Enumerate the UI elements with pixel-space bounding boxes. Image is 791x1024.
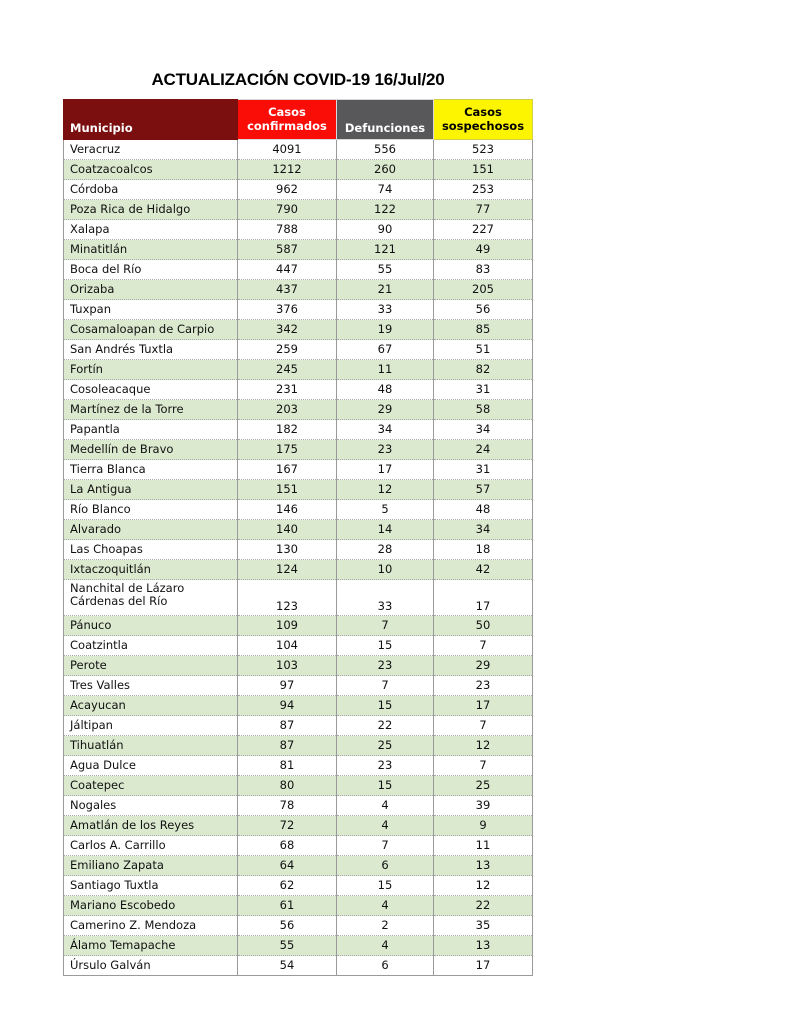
cell-casos-confirmados: 962 — [238, 180, 337, 200]
cell-casos-sospechosos: 205 — [434, 280, 533, 300]
table-row — [64, 736, 533, 756]
table-row — [64, 616, 533, 636]
cell-casos-sospechosos: 85 — [434, 320, 533, 340]
covid-statistics-table — [63, 99, 533, 976]
cell-casos-sospechosos: 25 — [434, 776, 533, 796]
table-row — [64, 380, 533, 400]
cell-casos-confirmados: 587 — [238, 240, 337, 260]
cell-casos-confirmados: 1212 — [238, 160, 337, 180]
cell-defunciones: 55 — [337, 260, 434, 280]
cell-casos-confirmados: 259 — [238, 340, 337, 360]
cell-municipio: Pánuco — [64, 616, 238, 636]
cell-casos-sospechosos: 12 — [434, 876, 533, 896]
cell-municipio: Agua Dulce — [64, 756, 238, 776]
cell-casos-sospechosos: 34 — [434, 520, 533, 540]
cell-casos-confirmados: 123 — [238, 580, 337, 616]
cell-casos-sospechosos: 523 — [434, 140, 533, 160]
cell-municipio: Tuxpan — [64, 300, 238, 320]
cell-defunciones: 15 — [337, 696, 434, 716]
cell-municipio: Las Choapas — [64, 540, 238, 560]
cell-casos-confirmados: 182 — [238, 420, 337, 440]
table-row — [64, 180, 533, 200]
cell-casos-confirmados: 97 — [238, 676, 337, 696]
cell-casos-sospechosos: 42 — [434, 560, 533, 580]
cell-casos-confirmados: 790 — [238, 200, 337, 220]
cell-defunciones: 4 — [337, 816, 434, 836]
cell-defunciones: 556 — [337, 140, 434, 160]
cell-casos-sospechosos: 7 — [434, 716, 533, 736]
table-row — [64, 696, 533, 716]
table-row — [64, 656, 533, 676]
cell-defunciones: 15 — [337, 776, 434, 796]
cell-municipio: Río Blanco — [64, 500, 238, 520]
cell-defunciones: 122 — [337, 200, 434, 220]
column-header-casos-sospechosos — [434, 100, 533, 140]
cell-casos-confirmados: 104 — [238, 636, 337, 656]
cell-casos-confirmados: 80 — [238, 776, 337, 796]
cell-municipio: Coatepec — [64, 776, 238, 796]
cell-casos-confirmados: 245 — [238, 360, 337, 380]
cell-defunciones: 23 — [337, 756, 434, 776]
cell-casos-sospechosos: 11 — [434, 836, 533, 856]
cell-casos-sospechosos: 77 — [434, 200, 533, 220]
cell-casos-confirmados: 56 — [238, 916, 337, 936]
covid-table-container — [63, 99, 532, 976]
table-header-row — [64, 100, 533, 140]
cell-casos-confirmados: 109 — [238, 616, 337, 636]
cell-casos-confirmados: 167 — [238, 460, 337, 480]
cell-defunciones: 15 — [337, 636, 434, 656]
cell-defunciones: 23 — [337, 440, 434, 460]
cell-casos-confirmados: 64 — [238, 856, 337, 876]
cell-defunciones: 17 — [337, 460, 434, 480]
cell-casos-confirmados: 788 — [238, 220, 337, 240]
cell-defunciones: 67 — [337, 340, 434, 360]
cell-defunciones: 12 — [337, 480, 434, 500]
cell-casos-sospechosos: 49 — [434, 240, 533, 260]
cell-defunciones: 25 — [337, 736, 434, 756]
table-row — [64, 816, 533, 836]
table-row — [64, 916, 533, 936]
cell-defunciones: 21 — [337, 280, 434, 300]
cell-municipio: Minatitlán — [64, 240, 238, 260]
cell-municipio: Amatlán de los Reyes — [64, 816, 238, 836]
table-row — [64, 240, 533, 260]
cell-municipio: Alvarado — [64, 520, 238, 540]
cell-defunciones: 4 — [337, 896, 434, 916]
cell-casos-confirmados: 68 — [238, 836, 337, 856]
cell-casos-sospechosos: 253 — [434, 180, 533, 200]
cell-casos-confirmados: 103 — [238, 656, 337, 676]
cell-municipio-line1: Nanchital de Lázaro — [70, 581, 185, 595]
cell-municipio: Martínez de la Torre — [64, 400, 238, 420]
cell-defunciones: 4 — [337, 936, 434, 956]
cell-casos-confirmados: 62 — [238, 876, 337, 896]
cell-defunciones: 10 — [337, 560, 434, 580]
table-row — [64, 320, 533, 340]
cell-defunciones: 19 — [337, 320, 434, 340]
cell-municipio: Cosoleacaque — [64, 380, 238, 400]
table-body — [64, 140, 533, 976]
cell-casos-confirmados: 140 — [238, 520, 337, 540]
cell-municipio: Boca del Río — [64, 260, 238, 280]
cell-municipio: San Andrés Tuxtla — [64, 340, 238, 360]
cell-casos-sospechosos: 7 — [434, 756, 533, 776]
cell-casos-sospechosos: 35 — [434, 916, 533, 936]
cell-casos-confirmados: 78 — [238, 796, 337, 816]
table-row — [64, 260, 533, 280]
table-row — [64, 340, 533, 360]
cell-defunciones: 28 — [337, 540, 434, 560]
cell-municipio: Medellín de Bravo — [64, 440, 238, 460]
cell-defunciones: 14 — [337, 520, 434, 540]
table-row — [64, 676, 533, 696]
table-row — [64, 956, 533, 976]
cell-casos-sospechosos: 48 — [434, 500, 533, 520]
cell-casos-confirmados: 203 — [238, 400, 337, 420]
cell-defunciones: 121 — [337, 240, 434, 260]
column-header-municipio: Municipio — [64, 100, 238, 140]
cell-casos-confirmados: 146 — [238, 500, 337, 520]
table-row — [64, 200, 533, 220]
cell-defunciones: 23 — [337, 656, 434, 676]
table-row — [64, 716, 533, 736]
cell-defunciones: 11 — [337, 360, 434, 380]
cell-casos-sospechosos: 50 — [434, 616, 533, 636]
cell-casos-confirmados: 4091 — [238, 140, 337, 160]
table-row — [64, 220, 533, 240]
cell-municipio: Tres Valles — [64, 676, 238, 696]
cell-casos-sospechosos: 7 — [434, 636, 533, 656]
cell-casos-sospechosos: 151 — [434, 160, 533, 180]
table-row — [64, 480, 533, 500]
cell-casos-sospechosos: 34 — [434, 420, 533, 440]
cell-municipio: Camerino Z. Mendoza — [64, 916, 238, 936]
cell-defunciones: 74 — [337, 180, 434, 200]
cell-casos-sospechosos: 31 — [434, 460, 533, 480]
cell-municipio: Ixtaczoquitlán — [64, 560, 238, 580]
cell-municipio: Tierra Blanca — [64, 460, 238, 480]
cell-casos-sospechosos: 39 — [434, 796, 533, 816]
cell-casos-confirmados: 87 — [238, 736, 337, 756]
table-row — [64, 460, 533, 480]
cell-casos-sospechosos: 22 — [434, 896, 533, 916]
cell-municipio: Coatzintla — [64, 636, 238, 656]
cell-municipio: Córdoba — [64, 180, 238, 200]
cell-defunciones: 34 — [337, 420, 434, 440]
cell-casos-confirmados: 87 — [238, 716, 337, 736]
cell-municipio: Acayucan — [64, 696, 238, 716]
cell-casos-confirmados: 437 — [238, 280, 337, 300]
column-header-casos-confirmados — [238, 100, 337, 140]
cell-municipio: Poza Rica de Hidalgo — [64, 200, 238, 220]
table-row — [64, 520, 533, 540]
cell-defunciones: 29 — [337, 400, 434, 420]
cell-defunciones: 2 — [337, 916, 434, 936]
column-header-casos-sospechosos-line1: Casos — [464, 105, 502, 120]
table-row — [64, 420, 533, 440]
cell-defunciones: 33 — [337, 300, 434, 320]
table-header — [64, 100, 533, 140]
cell-municipio: Tihuatlán — [64, 736, 238, 756]
column-header-casos-sospechosos-line2: sospechosos — [441, 118, 525, 133]
cell-defunciones: 6 — [337, 956, 434, 976]
cell-municipio: Álamo Temapache — [64, 936, 238, 956]
cell-casos-sospechosos: 83 — [434, 260, 533, 280]
cell-casos-sospechosos: 17 — [434, 696, 533, 716]
cell-defunciones: 4 — [337, 796, 434, 816]
cell-municipio: Fortín — [64, 360, 238, 380]
cell-casos-confirmados: 81 — [238, 756, 337, 776]
cell-casos-sospechosos: 31 — [434, 380, 533, 400]
table-row — [64, 500, 533, 520]
cell-municipio — [64, 580, 238, 616]
cell-casos-confirmados: 151 — [238, 480, 337, 500]
cell-municipio: Mariano Escobedo — [64, 896, 238, 916]
cell-casos-confirmados: 94 — [238, 696, 337, 716]
cell-casos-confirmados: 54 — [238, 956, 337, 976]
cell-defunciones: 33 — [337, 580, 434, 616]
table-row — [64, 896, 533, 916]
column-header-defunciones: Defunciones — [337, 100, 434, 140]
cell-casos-confirmados: 72 — [238, 816, 337, 836]
table-row — [64, 856, 533, 876]
cell-defunciones: 7 — [337, 616, 434, 636]
cell-casos-sospechosos: 58 — [434, 400, 533, 420]
table-row — [64, 300, 533, 320]
cell-casos-confirmados: 55 — [238, 936, 337, 956]
table-row — [64, 360, 533, 380]
cell-defunciones: 48 — [337, 380, 434, 400]
cell-casos-confirmados: 130 — [238, 540, 337, 560]
table-row — [64, 160, 533, 180]
cell-casos-sospechosos: 24 — [434, 440, 533, 460]
cell-municipio: Úrsulo Galván — [64, 956, 238, 976]
table-row — [64, 936, 533, 956]
cell-casos-confirmados: 231 — [238, 380, 337, 400]
table-row — [64, 540, 533, 560]
cell-casos-confirmados: 342 — [238, 320, 337, 340]
cell-defunciones: 7 — [337, 836, 434, 856]
cell-casos-sospechosos: 18 — [434, 540, 533, 560]
table-row — [64, 796, 533, 816]
cell-municipio: Perote — [64, 656, 238, 676]
table-row — [64, 836, 533, 856]
table-row — [64, 776, 533, 796]
column-header-casos-confirmados-line1: Casos — [268, 105, 306, 120]
cell-municipio: Coatzacoalcos — [64, 160, 238, 180]
cell-municipio: Veracruz — [64, 140, 238, 160]
table-row — [64, 400, 533, 420]
cell-casos-sospechosos: 17 — [434, 580, 533, 616]
cell-casos-confirmados: 447 — [238, 260, 337, 280]
cell-casos-sospechosos: 56 — [434, 300, 533, 320]
cell-municipio: Xalapa — [64, 220, 238, 240]
cell-municipio: Cosamaloapan de Carpio — [64, 320, 238, 340]
cell-defunciones: 260 — [337, 160, 434, 180]
cell-defunciones: 6 — [337, 856, 434, 876]
cell-municipio: Orizaba — [64, 280, 238, 300]
page-title: ACTUALIZACIÓN COVID-19 16/Jul/20 — [151, 70, 445, 89]
cell-casos-sospechosos: 9 — [434, 816, 533, 836]
cell-casos-confirmados: 61 — [238, 896, 337, 916]
cell-casos-sospechosos: 227 — [434, 220, 533, 240]
cell-defunciones: 7 — [337, 676, 434, 696]
table-row — [64, 280, 533, 300]
cell-defunciones: 15 — [337, 876, 434, 896]
cell-casos-confirmados: 124 — [238, 560, 337, 580]
cell-municipio: La Antigua — [64, 480, 238, 500]
column-header-casos-confirmados-line2: confirmados — [247, 118, 327, 133]
cell-municipio: Nogales — [64, 796, 238, 816]
table-row — [64, 580, 533, 616]
cell-defunciones: 5 — [337, 500, 434, 520]
cell-municipio: Jáltipan — [64, 716, 238, 736]
cell-defunciones: 22 — [337, 716, 434, 736]
cell-casos-sospechosos: 51 — [434, 340, 533, 360]
cell-casos-sospechosos: 13 — [434, 936, 533, 956]
cell-casos-sospechosos: 17 — [434, 956, 533, 976]
cell-municipio: Papantla — [64, 420, 238, 440]
cell-casos-sospechosos: 23 — [434, 676, 533, 696]
table-row — [64, 560, 533, 580]
cell-casos-sospechosos: 29 — [434, 656, 533, 676]
table-row — [64, 140, 533, 160]
cell-casos-confirmados: 175 — [238, 440, 337, 460]
table-row — [64, 636, 533, 656]
table-row — [64, 440, 533, 460]
cell-casos-sospechosos: 57 — [434, 480, 533, 500]
table-row — [64, 876, 533, 896]
cell-municipio: Carlos A. Carrillo — [64, 836, 238, 856]
cell-municipio-line2: Cárdenas del Río — [70, 593, 168, 608]
cell-casos-confirmados: 376 — [238, 300, 337, 320]
cell-municipio: Emiliano Zapata — [64, 856, 238, 876]
cell-casos-sospechosos: 13 — [434, 856, 533, 876]
cell-casos-sospechosos: 82 — [434, 360, 533, 380]
cell-casos-sospechosos: 12 — [434, 736, 533, 756]
cell-municipio: Santiago Tuxtla — [64, 876, 238, 896]
table-row — [64, 756, 533, 776]
cell-defunciones: 90 — [337, 220, 434, 240]
